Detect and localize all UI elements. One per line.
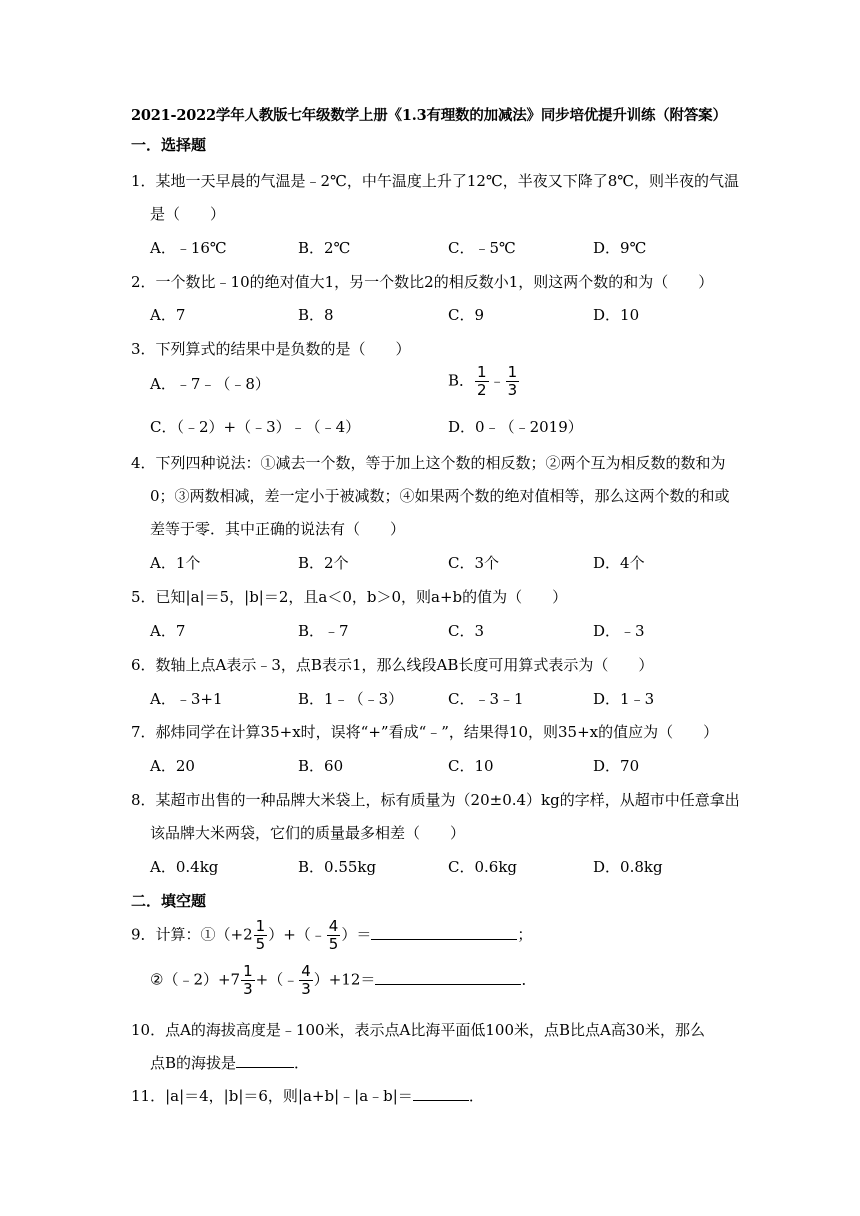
fraction <box>299 963 313 998</box>
fraction <box>254 918 268 953</box>
q5-option-c: C．3 <box>448 622 485 640</box>
q9-expr2-tail: ． <box>521 970 537 989</box>
q7-option-a: A．20 <box>150 757 195 775</box>
q4-option-c: C．3个 <box>448 554 500 572</box>
q6-option-c: C．﹣3﹣1 <box>448 690 524 708</box>
q5-option-a: A．7 <box>150 622 186 640</box>
question-2: 2．一个数比﹣10的绝对值大1，另一个数比2的相反数小1，则这两个数的和为（ ） <box>131 273 714 291</box>
fraction-numerator: 1 <box>243 962 253 980</box>
fraction-numerator: 1 <box>507 363 518 381</box>
answer-blank[interactable] <box>375 970 521 985</box>
q6-option-d: D．1﹣3 <box>593 690 655 708</box>
fraction-denominator: 5 <box>328 935 339 953</box>
q10-line2-text: 点B的海拔是 <box>150 1054 237 1072</box>
fraction <box>241 963 255 998</box>
question-1-line2: 是（ ） <box>150 205 226 223</box>
q1-option-c: C．﹣5℃ <box>448 239 516 257</box>
question-10-line2 <box>150 1052 309 1073</box>
q9-expr2-end: ）+12＝ <box>313 970 376 989</box>
q2-option-b: B．8 <box>298 306 334 324</box>
section-heading-fill: 二．填空题 <box>131 892 207 910</box>
question-6: 6．数轴上点A表示﹣3，点B表示1，那么线段AB长度可用算式表示为（ ） <box>131 656 654 674</box>
q9-expr2-start: ②（﹣2）+7 <box>150 970 241 989</box>
q4-option-d: D．4个 <box>593 554 645 572</box>
question-8-line2: 该品牌大米两袋，它们的质量最多相差（ ） <box>150 824 466 842</box>
answer-blank[interactable] <box>371 925 517 940</box>
fraction-denominator: 3 <box>243 980 253 998</box>
q4-option-b: B．2个 <box>298 554 349 572</box>
q2-option-d: D．10 <box>593 306 640 324</box>
q3-option-d: D．0﹣（﹣2019） <box>448 418 583 436</box>
fraction <box>506 364 520 399</box>
q7-option-d: D．70 <box>593 757 640 775</box>
fraction-numerator: 4 <box>301 962 311 980</box>
fraction <box>327 918 341 953</box>
q5-option-b: B．﹣7 <box>298 622 349 640</box>
q10-line2-tail: ． <box>294 1054 310 1072</box>
q8-option-d: D．0.8kg <box>593 858 663 876</box>
q9-expr1-mid: ）+（﹣ <box>268 925 326 944</box>
q9-expr2-mid: +（﹣ <box>255 970 299 989</box>
question-7: 7．郝炜同学在计算35+x时，误将“+”看成“﹣”，结果得10，则35+x的值应为（ ） <box>131 723 719 741</box>
q11-text: 11．|a|＝4，|b|＝6，则|a+b|﹣|a﹣b|＝ <box>131 1087 413 1105</box>
question-3: 3．下列算式的结果中是负数的是（ ） <box>131 340 411 358</box>
q6-option-b: B．1﹣（﹣3） <box>298 690 404 708</box>
q11-tail: ． <box>468 1087 484 1105</box>
fraction <box>475 364 489 399</box>
q5-option-d: D．﹣3 <box>593 622 645 640</box>
q6-option-a: A．﹣3+1 <box>150 690 223 708</box>
fraction-numerator: 1 <box>255 917 266 935</box>
question-10: 10．点A的海拔高度是﹣100米，表示点A比海平面低100米，点B比点A高30米，那么 <box>131 1021 705 1039</box>
question-4-line2: 0；③两数相减，差一定小于被减数；④如果两个数的绝对值相等，那么这两个数的和或 <box>150 487 730 505</box>
document-title: 2021-2022学年人教版七年级数学上册《1.3有理数的加减法》同步培优提升训练（附答案） <box>131 107 727 124</box>
fraction-denominator: 3 <box>507 381 518 399</box>
q1-option-d: D．9℃ <box>593 239 647 257</box>
q2-option-c: C．9 <box>448 306 485 324</box>
fraction-denominator: 5 <box>255 935 266 953</box>
q9-expr1-start: 9．计算：①（+2 <box>131 925 253 944</box>
q8-option-c: C．0.6kg <box>448 858 518 876</box>
fraction-denominator: 3 <box>301 980 311 998</box>
question-1: 1．某地一天早晨的气温是﹣2℃，中午温度上升了12℃，半夜又下降了8℃，则半夜的气温 <box>131 172 740 190</box>
question-5: 5．已知|a|＝5，|b|＝2，且a＜0，b＞0，则a+b的值为（ ） <box>131 588 568 606</box>
q7-option-b: B．60 <box>298 757 344 775</box>
question-8: 8．某超市出售的一种品牌大米袋上，标有质量为（20±0.4）kg的字样，从超市中任意拿出 <box>131 791 740 809</box>
question-9-line2 <box>150 963 536 998</box>
answer-blank[interactable] <box>236 1053 294 1068</box>
minus-sign: ﹣ <box>489 371 505 390</box>
q3-option-b-label: B． <box>448 371 475 390</box>
q8-option-b: B．0.55kg <box>298 858 377 876</box>
q3-option-a: A．﹣7﹣（﹣8） <box>150 375 270 393</box>
q2-option-a: A．7 <box>150 306 186 324</box>
q7-option-c: C．10 <box>448 757 494 775</box>
q3-option-c: C．（﹣2）+（﹣3）﹣（﹣4） <box>150 418 361 436</box>
question-9 <box>131 918 532 953</box>
q8-option-a: A．0.4kg <box>150 858 219 876</box>
q9-expr1-end: ）＝ <box>341 925 372 944</box>
section-heading-choice: 一．选择题 <box>131 136 207 154</box>
fraction-numerator: 1 <box>477 363 487 381</box>
fraction-numerator: 4 <box>328 917 339 935</box>
q4-option-a: A．1个 <box>150 554 201 572</box>
q9-expr1-tail: ； <box>517 925 533 944</box>
q1-option-a: A．﹣16℃ <box>150 239 227 257</box>
q3-option-b <box>448 364 520 399</box>
question-4: 4．下列四种说法：①减去一个数，等于加上这个数的相反数；②两个互为相反数的数和为 <box>131 454 726 472</box>
answer-blank[interactable] <box>413 1086 469 1101</box>
question-4-line3: 差等于零．其中正确的说法有（ ） <box>150 520 406 538</box>
question-11 <box>131 1085 484 1106</box>
fraction-denominator: 2 <box>477 381 487 399</box>
q1-option-b: B．2℃ <box>298 239 351 257</box>
